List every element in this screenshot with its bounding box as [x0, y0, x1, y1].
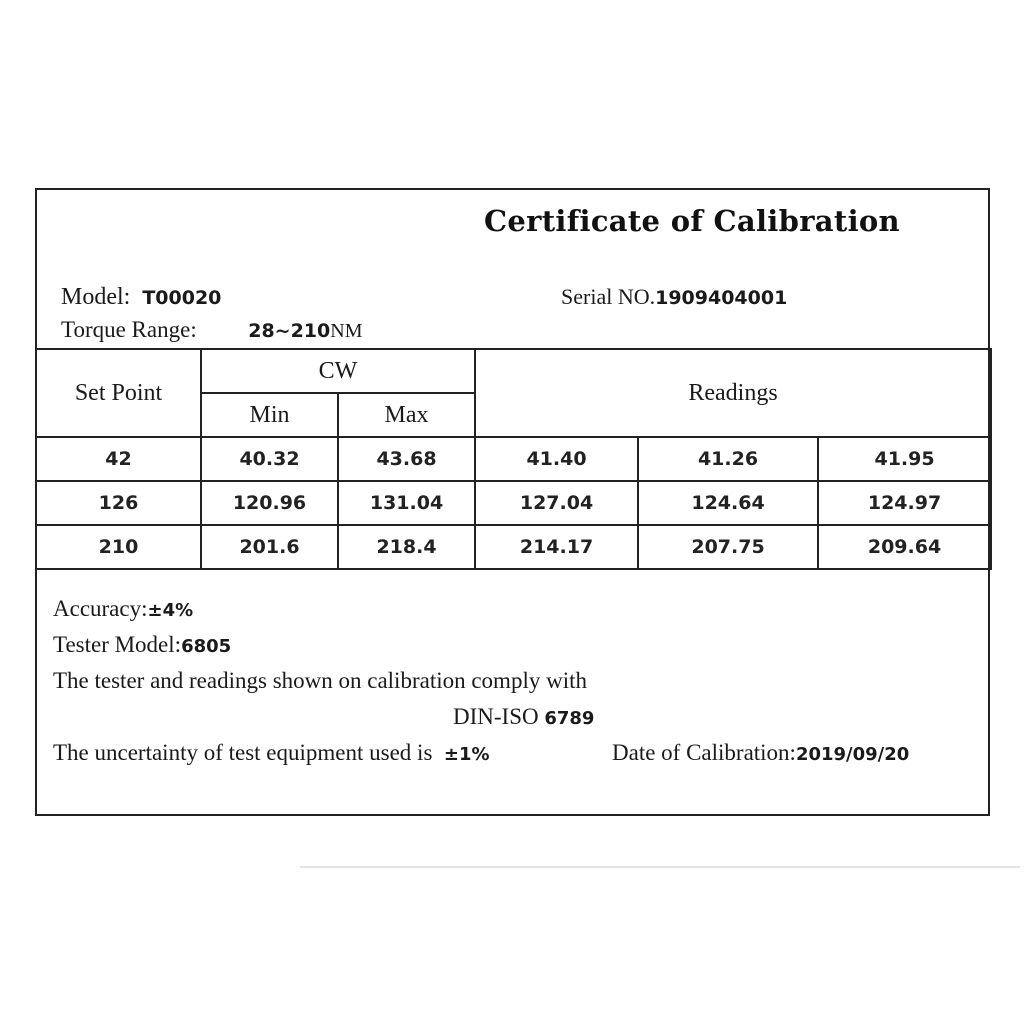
model-label: Model:	[61, 284, 131, 310]
standard-line	[453, 704, 594, 730]
min-cell: 40.32	[201, 437, 338, 481]
table-row	[36, 525, 991, 569]
standard-value: 6789	[544, 708, 595, 729]
torque-range-unit: NM	[330, 320, 363, 342]
torque-range-label: Torque Range:	[61, 317, 197, 342]
table-row	[36, 437, 991, 481]
reading-2-cell: 124.64	[638, 481, 818, 525]
reading-3-cell: 124.97	[818, 481, 991, 525]
model-value: T00020	[142, 287, 222, 309]
date-of-calibration-line	[612, 740, 909, 766]
min-cell: 201.6	[201, 525, 338, 569]
set-point-cell: 42	[36, 437, 201, 481]
min-cell: 120.96	[201, 481, 338, 525]
serial-label: Serial NO.	[561, 284, 656, 309]
set-point-header: Set Point	[36, 349, 201, 437]
calibration-table	[35, 348, 992, 570]
set-point-cell: 210	[36, 525, 201, 569]
standard-label: DIN-ISO	[453, 704, 539, 729]
calibration-certificate	[35, 188, 990, 816]
uncertainty-value: ±1%	[443, 744, 490, 765]
min-header: Min	[201, 393, 338, 437]
reading-2-cell: 207.75	[638, 525, 818, 569]
scan-artifact-line	[300, 866, 1020, 868]
tester-model-label: Tester Model:	[53, 632, 182, 657]
tester-model-value: 6805	[181, 636, 232, 657]
torque-range-value: 28~210	[248, 320, 331, 342]
uncertainty-text: The uncertainty of test equipment used is	[53, 740, 433, 765]
torque-range-line	[61, 317, 362, 343]
compliance-text: The tester and readings shown on calibration comply with	[53, 668, 587, 693]
cw-header: CW	[201, 349, 475, 393]
reading-1-cell: 41.40	[475, 437, 638, 481]
max-header: Max	[338, 393, 475, 437]
reading-1-cell: 214.17	[475, 525, 638, 569]
max-cell: 131.04	[338, 481, 475, 525]
table-row	[36, 481, 991, 525]
reading-3-cell: 209.64	[818, 525, 991, 569]
set-point-cell: 126	[36, 481, 201, 525]
reading-3-cell: 41.95	[818, 437, 991, 481]
serial-value: 1909404001	[655, 287, 788, 309]
reading-2-cell: 41.26	[638, 437, 818, 481]
accuracy-value: ±4%	[147, 600, 194, 621]
readings-header: Readings	[475, 349, 991, 437]
max-cell: 218.4	[338, 525, 475, 569]
accuracy-line	[53, 596, 193, 622]
date-label: Date of Calibration:	[612, 740, 796, 765]
reading-1-cell: 127.04	[475, 481, 638, 525]
certificate-title: Certificate of Calibration	[484, 204, 900, 238]
model-line	[61, 284, 221, 311]
max-cell: 43.68	[338, 437, 475, 481]
uncertainty-line	[53, 740, 490, 766]
tester-model-line	[53, 632, 231, 658]
accuracy-label: Accuracy:	[53, 596, 148, 621]
table-header-row	[36, 349, 991, 393]
serial-line	[561, 284, 787, 310]
date-value: 2019/09/20	[795, 744, 910, 765]
